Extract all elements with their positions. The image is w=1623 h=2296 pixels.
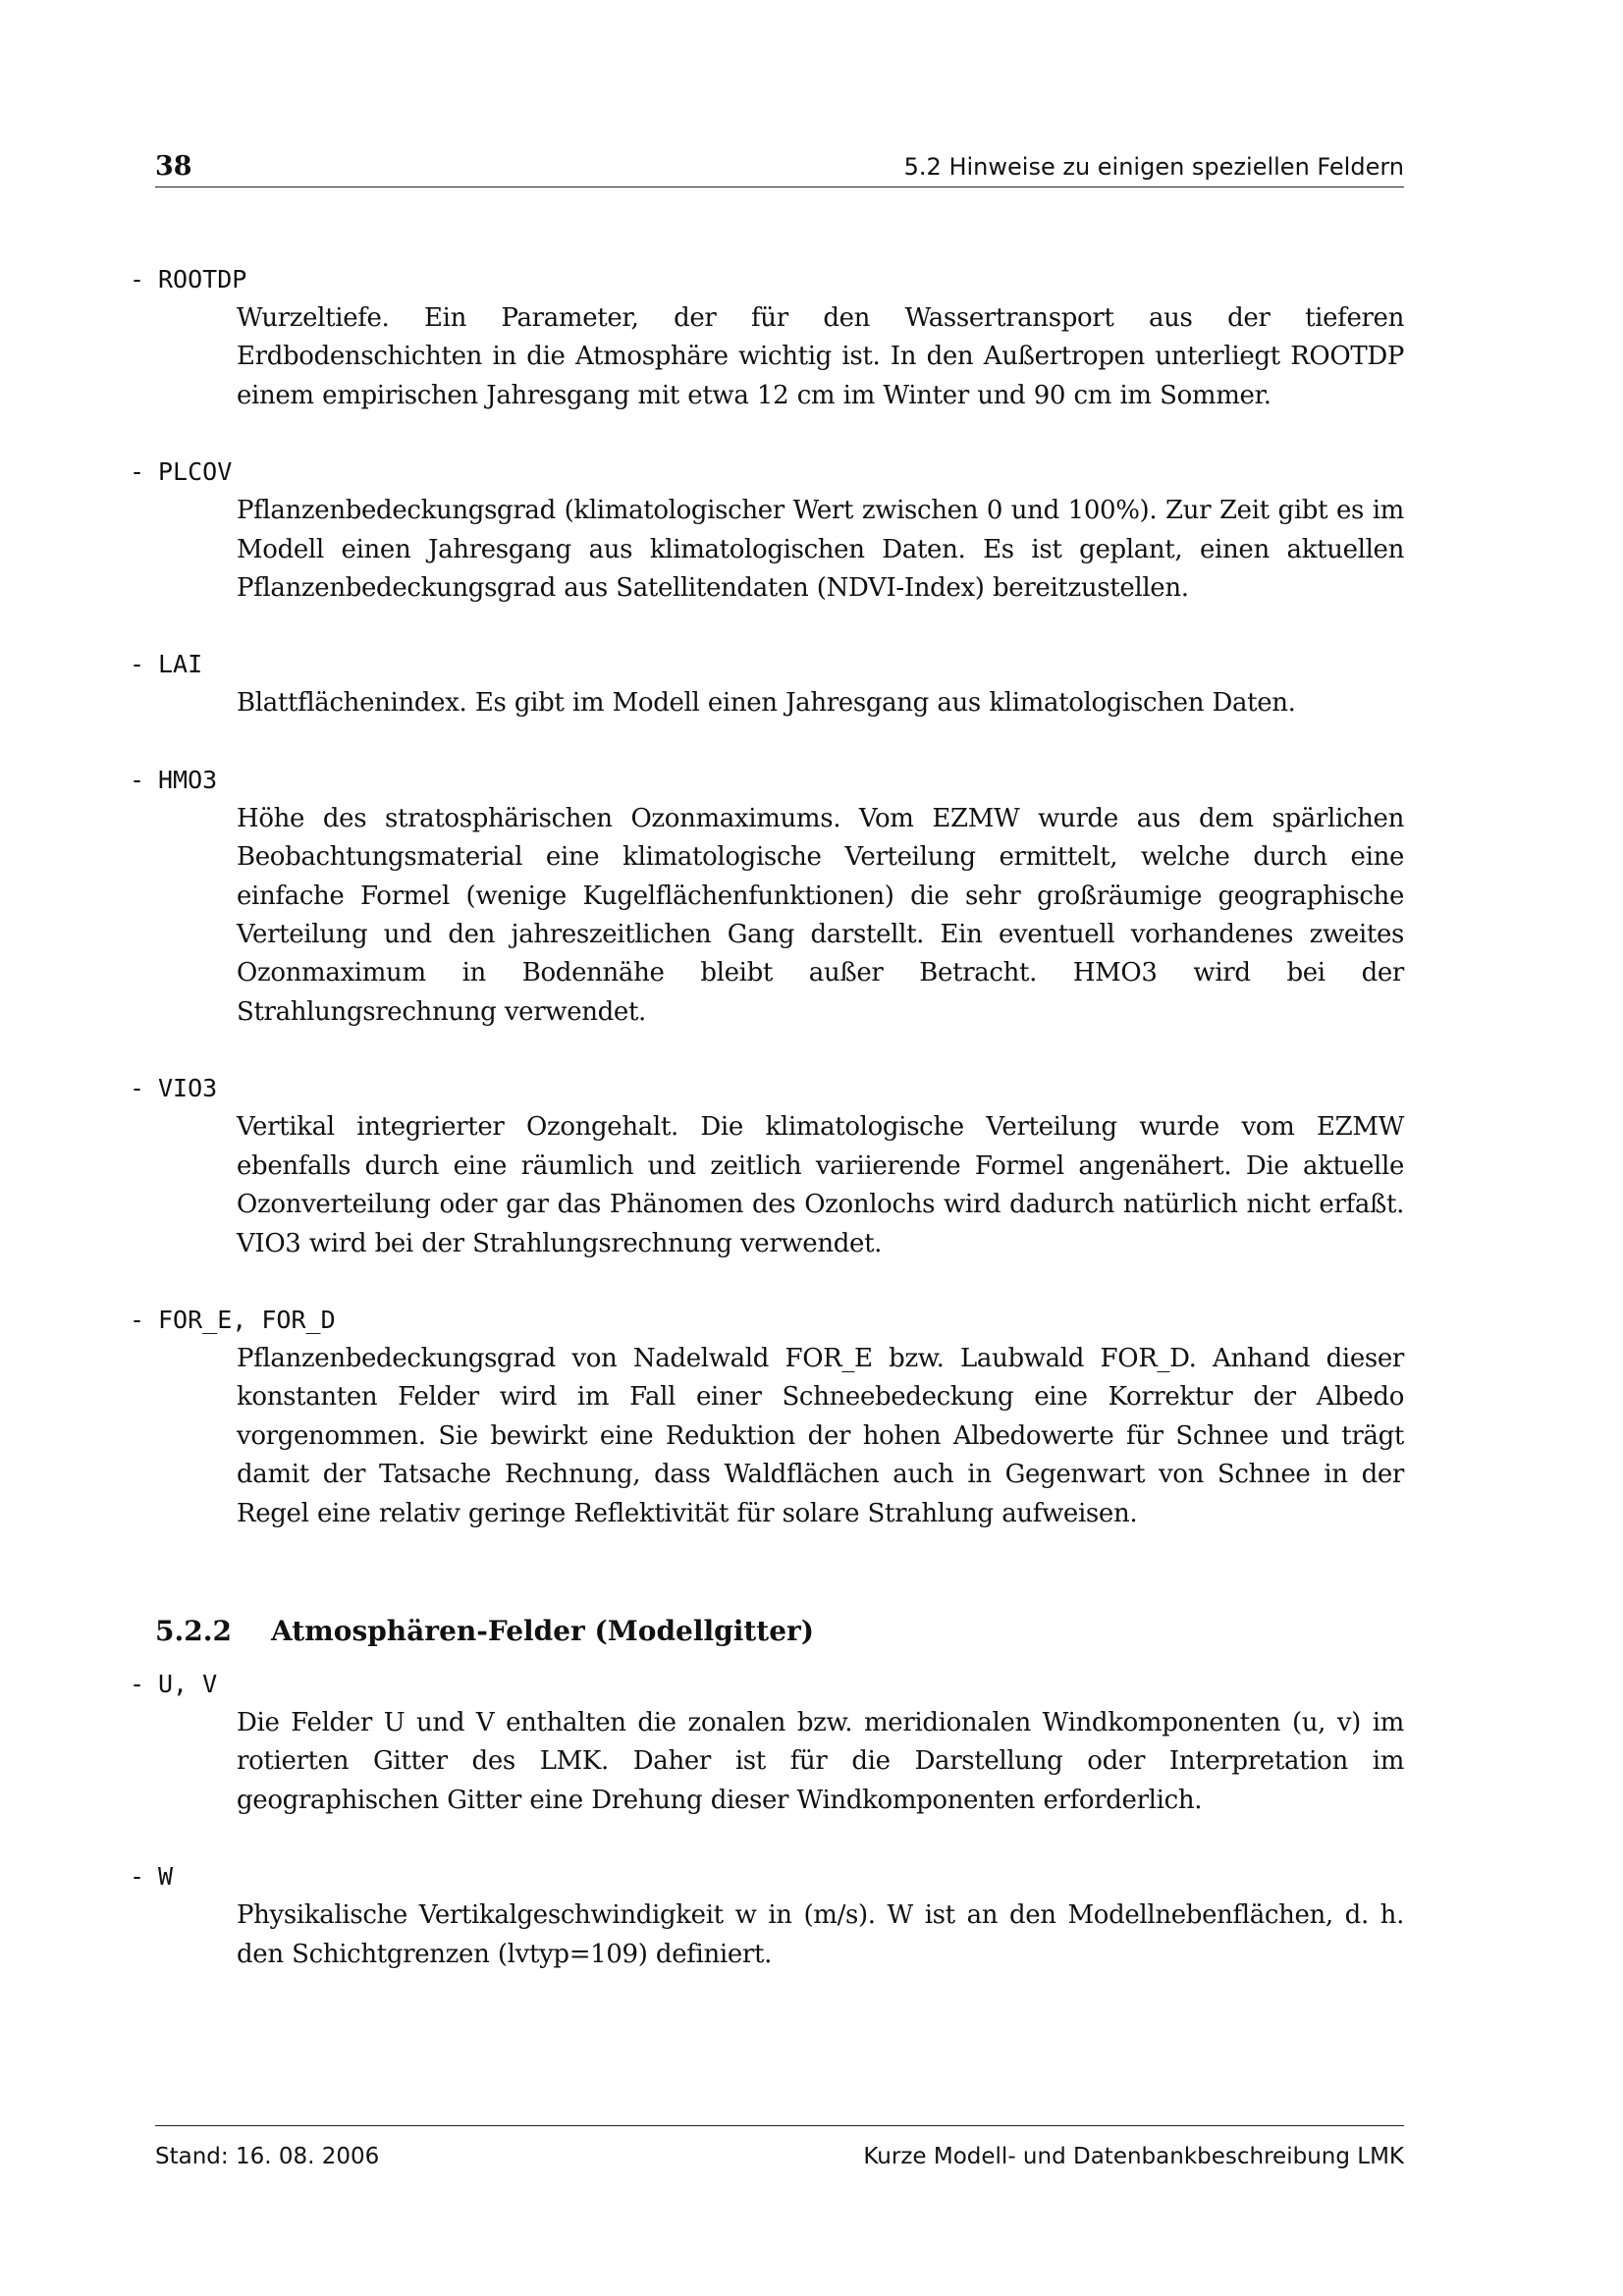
- field-description: [237, 1896, 1404, 1974]
- field-name: ROOTDP: [158, 265, 247, 294]
- field-item-vio3: [130, 1069, 1404, 1263]
- field-description-text: Pflanzenbedeckungsgrad von Nadelwald FOR_E bzw. Laubwald FOR_D. Anhand dieser konstanten Felder wird im Fall einer Schneebedeckung eine Korrektur der Albedo vorgenommen. Sie bewirkt eine Reduktion der hohen Albedowerte für Schnee und trägt damit der Tatsache Rechnung, dass Waldflächen auch in Gegenwart von Schnee in der Regel eine relativ geringe Reflektivität für solare Strahlung aufweisen.: [237, 1343, 1404, 1528]
- page-footer: [155, 2125, 1404, 2175]
- field-item-head: [130, 1301, 1404, 1340]
- field-name: HMO3: [158, 765, 218, 794]
- field-item-head: [130, 761, 1404, 800]
- field-description-text: Wurzeltiefe. Ein Parameter, der für den Wassertransport aus der tieferen Erdbodenschichten in die Atmosphäre wichtig ist. In den Außertropen unterliegt ROOTDP einem empirischen Jahresgang mit etwa 12 cm im Winter und 90 cm im Sommer.: [237, 303, 1404, 410]
- running-title: 5.2 Hinweise zu einigen speziellen Feldern: [903, 153, 1404, 181]
- field-description: [237, 492, 1404, 608]
- field-item-head: [130, 1069, 1404, 1108]
- page-header: [155, 147, 1404, 187]
- field-item-for-e-for-d: [130, 1301, 1404, 1533]
- field-item-head: [130, 1665, 1404, 1704]
- field-description: [237, 1108, 1404, 1263]
- field-item-w: [130, 1857, 1404, 1974]
- field-description: [237, 800, 1404, 1032]
- field-description: [237, 684, 1404, 722]
- field-item-hmo3: [130, 761, 1404, 1032]
- field-description-text: Physikalische Vertikalgeschwindigkeit w in (m/s). W ist an den Modellnebenflächen, d. h. den Schichtgrenzen (lvtyp=109) definiert.: [237, 1900, 1404, 1969]
- list-dash: -: [130, 1074, 145, 1103]
- field-description: [237, 1340, 1404, 1533]
- field-name: W: [158, 1862, 174, 1892]
- field-item-lai: [130, 645, 1404, 722]
- field-description-text: Höhe des stratosphärischen Ozonmaximums. Vom EZMW wurde aus dem spärlichen Beobachtungsmaterial eine klimatologische Verteilung ermittelt, welche durch eine einfache Formel (wenige Kugelflächenfunktionen) die sehr großräumige geographische Verteilung und den jahreszeitlichen Gang darstellt. Ein eventuell vorhandenes zweites Ozonmaximum in Bodennähe bleibt außer Betracht. HMO3 wird bei der Strahlungsrechnung verwendet.: [237, 803, 1404, 1027]
- field-item-head: [130, 645, 1404, 684]
- field-description: [237, 1704, 1404, 1820]
- field-item-plcov: [130, 453, 1404, 608]
- field-name: LAI: [158, 650, 203, 679]
- list-dash: -: [130, 1305, 145, 1334]
- field-item-head: [130, 453, 1404, 492]
- page-number: 38: [155, 151, 192, 182]
- list-dash: -: [130, 1669, 145, 1698]
- footer-date: Stand: 16. 08. 2006: [155, 2144, 380, 2169]
- section-number: 5.2.2: [155, 1614, 232, 1647]
- field-name: PLCOV: [158, 457, 233, 487]
- field-description-text: Pflanzenbedeckungsgrad (klimatologischer Wert zwischen 0 und 100%). Zur Zeit gibt es im Modell einen Jahresgang aus klimatologischen Daten. Es ist geplant, einen aktuellen Pflanzenbedeckungsgrad aus Satellitendaten (NDVI-Index) bereitzustellen.: [237, 496, 1404, 604]
- section-title: Atmosphären-Felder (Modellgitter): [271, 1614, 815, 1647]
- field-description-text: Blattflächenindex. Es gibt im Modell einen Jahresgang aus klimatologischen Daten.: [237, 688, 1296, 719]
- page-content: [130, 260, 1404, 2011]
- field-name: VIO3: [158, 1074, 218, 1103]
- field-name: U, V: [158, 1669, 218, 1698]
- field-description-text: Vertikal integrierter Ozongehalt. Die klimatologische Verteilung wurde vom EZMW ebenfalls durch eine räumlich und zeitlich variierende Formel angenähert. Die aktuelle Ozonverteilung oder gar das Phänomen des Ozonlochs wird dadurch natürlich nicht erfaßt. VIO3 wird bei der Strahlungsrechnung verwendet.: [237, 1112, 1404, 1258]
- field-name: FOR_E, FOR_D: [158, 1305, 336, 1334]
- field-description-text: Die Felder U und V enthalten die zonalen bzw. meridionalen Windkomponenten (u, v) im rotierten Gitter des LMK. Daher ist für die Darstellung oder Interpretation im geographischen Gitter eine Drehung dieser Windkomponenten erforderlich.: [237, 1707, 1404, 1815]
- field-item-u-v: [130, 1665, 1404, 1820]
- list-dash: -: [130, 650, 145, 679]
- field-description: [237, 299, 1404, 415]
- footer-document-title: Kurze Modell- und Datenbankbeschreibung LMK: [863, 2144, 1404, 2169]
- list-dash: -: [130, 1862, 145, 1892]
- field-item-head: [130, 260, 1404, 299]
- list-dash: -: [130, 765, 145, 794]
- field-item-head: [130, 1857, 1404, 1896]
- list-dash: -: [130, 265, 145, 294]
- field-item-rootdp: [130, 260, 1404, 415]
- section-heading: [155, 1610, 1404, 1653]
- list-dash: -: [130, 457, 145, 487]
